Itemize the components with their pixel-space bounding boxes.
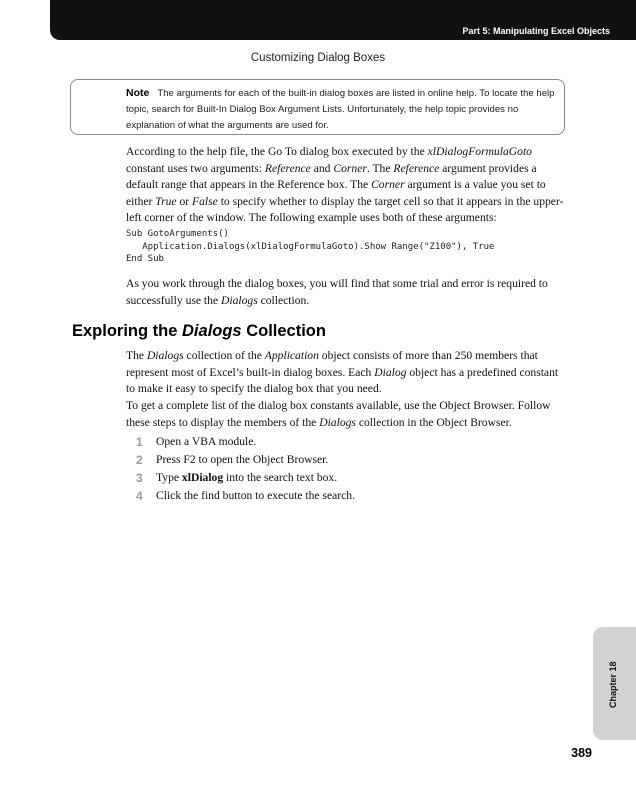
note-body: The arguments for each of the built-in dialog boxes are listed in online help. To locate the help topic, search for Built-In Dialog Box Argument Lists. Unfortunately, the help topic provides no explanation of what the arguments are used for. bbox=[126, 88, 555, 131]
paragraph-goto-arguments: According to the help file, the Go To dialog box executed by the xlDialogFormulaGoto constant uses two arguments: Reference and Corner. The Reference argument provides a default range that appears in the Reference box. The Corner argument is a value you set to either True or False to specify whether to display the target cell so that it appears in the upper-left corner of the window. The following example uses both of these arguments: bbox=[126, 145, 564, 224]
page-number: 389 bbox=[571, 746, 592, 760]
step-text: Open a VBA module. bbox=[156, 435, 257, 448]
section-heading: Exploring the Dialogs Collection bbox=[72, 322, 326, 340]
code-line: End Sub bbox=[126, 254, 164, 264]
note-text bbox=[126, 85, 558, 134]
step-number: 4 bbox=[136, 489, 143, 503]
chapter-tab-label: Chapter 18 bbox=[608, 661, 618, 708]
step-text: Type xlDialog into the search text box. bbox=[156, 471, 338, 484]
step-number: 3 bbox=[136, 471, 143, 485]
code-line: Sub GotoArguments() bbox=[126, 229, 229, 239]
step-text: Click the find button to execute the search. bbox=[156, 489, 355, 502]
note-label: Note bbox=[126, 87, 150, 99]
part-title: Part 5: Manipulating Excel Objects bbox=[462, 26, 610, 36]
header-bar bbox=[50, 0, 636, 40]
step-number: 1 bbox=[136, 435, 143, 449]
code-listing bbox=[126, 228, 494, 266]
paragraph-trial-and-error: As you work through the dialog boxes, you will find that some trial and error is required to successfully use the Dialogs collection. bbox=[126, 277, 548, 307]
paragraph-dialogs-collection: The Dialogs collection of the Application object consists of more than 250 members that represent most of Excel’s built-in dialog boxes. Each Dialog object has a predefined constant to make it easy to specify the dialog box that you need. bbox=[126, 349, 559, 395]
paragraph-object-browser: To get a complete list of the dialog box constants available, use the Object Browser. Follow these steps to display the members of the Dialogs collection in the Object Browser. bbox=[126, 399, 551, 429]
step-text: Press F2 to open the Object Browser. bbox=[156, 453, 329, 466]
step-number: 2 bbox=[136, 453, 143, 467]
running-head: Customizing Dialog Boxes bbox=[250, 52, 386, 64]
code-line: Application.Dialogs(xlDialogFormulaGoto).Show Range("Z100"), True bbox=[126, 241, 495, 252]
